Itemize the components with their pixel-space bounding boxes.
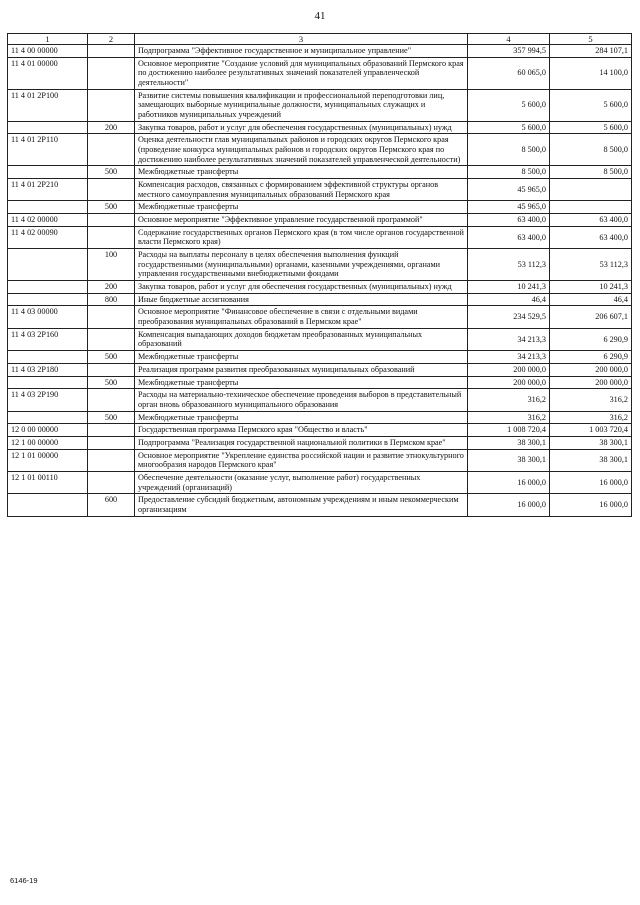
row-amount-year2-cell: 200 000,0 [550, 363, 632, 376]
table-row [8, 351, 632, 364]
row-name-cell: Основное мероприятие "Эффективное управление государственной программой" [135, 214, 468, 227]
row-amount-year1-cell: 53 112,3 [468, 249, 550, 281]
row-name-cell: Межбюджетные трансферты [135, 166, 468, 179]
table-row [8, 411, 632, 424]
row-amount-year2-cell: 14 100,0 [550, 57, 632, 89]
table-row [8, 89, 632, 121]
row-amount-year2-cell: 8 500,0 [550, 134, 632, 166]
row-amount-year2-cell: 5 600,0 [550, 89, 632, 121]
table-row [8, 449, 632, 471]
row-name-cell: Основное мероприятие "Укрепление единства российской нации и развитие этнокультурного многообразия народов Пермского края" [135, 449, 468, 471]
row-amount-year2-cell: 38 300,1 [550, 436, 632, 449]
table-row [8, 306, 632, 328]
row-amount-year1-cell: 38 300,1 [468, 436, 550, 449]
row-amount-year1-cell: 34 213,3 [468, 351, 550, 364]
row-code-cell: 12 1 00 00000 [8, 436, 88, 449]
row-code-cell: 11 4 01 2Р100 [8, 89, 88, 121]
row-expense-type-cell [88, 57, 135, 89]
table-header-row [8, 34, 632, 45]
row-amount-year1-cell: 45 965,0 [468, 179, 550, 201]
row-amount-year2-cell: 10 241,3 [550, 281, 632, 294]
row-expense-type-cell [88, 389, 135, 411]
row-expense-type-cell: 200 [88, 281, 135, 294]
row-amount-year2-cell: 46,4 [550, 293, 632, 306]
row-amount-year2-cell: 63 400,0 [550, 226, 632, 248]
row-name-cell: Государственная программа Пермского края "Общество и власть" [135, 424, 468, 437]
table-row [8, 214, 632, 227]
row-amount-year1-cell: 16 000,0 [468, 471, 550, 493]
row-amount-year1-cell: 16 000,0 [468, 494, 550, 516]
row-name-cell: Закупка товаров, работ и услуг для обеспечения государственных (муниципальных) нужд [135, 121, 468, 134]
table-row [8, 293, 632, 306]
row-amount-year2-cell: 200 000,0 [550, 376, 632, 389]
table-row [8, 57, 632, 89]
row-name-cell: Оценка деятельности глав муниципальных районов и городских округов Пермского края (проведение конкурса муниципальных районов и городских округов Пермского края по достижению наиболее результативных значений показателей управленческой деятельности) [135, 134, 468, 166]
table-row [8, 121, 632, 134]
row-code-cell [8, 281, 88, 294]
row-amount-year2-cell: 284 107,1 [550, 45, 632, 58]
row-amount-year2-cell: 53 112,3 [550, 249, 632, 281]
row-name-cell: Обеспечение деятельности (оказание услуг, выполнение работ) государственных учреждений (организаций) [135, 471, 468, 493]
column-header: 5 [550, 34, 632, 45]
row-code-cell: 11 4 03 2Р180 [8, 363, 88, 376]
row-code-cell: 11 4 03 2Р160 [8, 328, 88, 350]
row-expense-type-cell [88, 306, 135, 328]
row-name-cell: Иные бюджетные ассигнования [135, 293, 468, 306]
row-name-cell: Компенсация выпадающих доходов бюджетам преобразованных муниципальных образований [135, 328, 468, 350]
row-amount-year2-cell: 316,2 [550, 411, 632, 424]
row-code-cell: 11 4 02 00000 [8, 214, 88, 227]
row-expense-type-cell [88, 328, 135, 350]
row-code-cell [8, 166, 88, 179]
table-row [8, 179, 632, 201]
row-name-cell: Развитие системы повышения квалификации и профессиональной переподготовки лиц, замещающих выборные муниципальные должности, муниципальных служащих и работников муниципальных учреждений [135, 89, 468, 121]
table-row [8, 424, 632, 437]
table-row [8, 226, 632, 248]
row-amount-year1-cell: 34 213,3 [468, 328, 550, 350]
row-code-cell: 11 4 02 00090 [8, 226, 88, 248]
row-name-cell: Основное мероприятие "Создание условий для муниципальных образований Пермского края по достижению наиболее результативных значений показателей управленческой деятельности" [135, 57, 468, 89]
row-code-cell [8, 411, 88, 424]
row-amount-year2-cell: 38 300,1 [550, 449, 632, 471]
row-amount-year1-cell: 46,4 [468, 293, 550, 306]
row-name-cell: Межбюджетные трансферты [135, 376, 468, 389]
row-expense-type-cell: 200 [88, 121, 135, 134]
footer-code: 6146-19 [10, 876, 38, 885]
table-row [8, 249, 632, 281]
budget-table [7, 33, 632, 517]
table-row [8, 166, 632, 179]
row-code-cell [8, 293, 88, 306]
row-expense-type-cell: 500 [88, 166, 135, 179]
row-code-cell [8, 376, 88, 389]
row-amount-year2-cell: 16 000,0 [550, 494, 632, 516]
row-amount-year2-cell: 6 290,9 [550, 328, 632, 350]
row-amount-year1-cell: 8 500,0 [468, 134, 550, 166]
table-row [8, 328, 632, 350]
row-expense-type-cell [88, 134, 135, 166]
row-amount-year2-cell: 16 000,0 [550, 471, 632, 493]
row-expense-type-cell: 800 [88, 293, 135, 306]
row-name-cell: Расходы на выплаты персоналу в целях обеспечения выполнения функций государственными (муниципальными) органами, казенными учреждениями, органами управления государственными внебюджетными фондами [135, 249, 468, 281]
row-name-cell: Подпрограмма "Эффективное государственное и муниципальное управление" [135, 45, 468, 58]
row-expense-type-cell [88, 449, 135, 471]
row-amount-year1-cell: 234 529,5 [468, 306, 550, 328]
row-amount-year2-cell: 63 400,0 [550, 214, 632, 227]
row-amount-year1-cell: 5 600,0 [468, 121, 550, 134]
table-row [8, 436, 632, 449]
row-expense-type-cell [88, 436, 135, 449]
row-amount-year1-cell: 8 500,0 [468, 166, 550, 179]
row-amount-year1-cell: 316,2 [468, 411, 550, 424]
row-expense-type-cell: 500 [88, 411, 135, 424]
row-name-cell: Предоставление субсидий бюджетным, автономным учреждениям и иным некоммерческим организациям [135, 494, 468, 516]
row-amount-year1-cell: 38 300,1 [468, 449, 550, 471]
row-code-cell: 12 0 00 00000 [8, 424, 88, 437]
table-row [8, 376, 632, 389]
row-code-cell: 11 4 03 2Р190 [8, 389, 88, 411]
table-row [8, 471, 632, 493]
row-amount-year2-cell: 8 500,0 [550, 166, 632, 179]
row-amount-year1-cell: 200 000,0 [468, 363, 550, 376]
row-expense-type-cell [88, 179, 135, 201]
row-amount-year1-cell: 45 965,0 [468, 201, 550, 214]
row-amount-year2-cell: 6 290,9 [550, 351, 632, 364]
row-name-cell: Межбюджетные трансферты [135, 411, 468, 424]
row-amount-year1-cell: 10 241,3 [468, 281, 550, 294]
row-expense-type-cell: 600 [88, 494, 135, 516]
row-expense-type-cell [88, 471, 135, 493]
row-name-cell: Компенсация расходов, связанных с формированием эффективной структуры органов местного самоуправления муниципальных образований Пермского края [135, 179, 468, 201]
column-header: 3 [135, 34, 468, 45]
row-code-cell [8, 249, 88, 281]
row-amount-year2-cell: 316,2 [550, 389, 632, 411]
row-expense-type-cell [88, 424, 135, 437]
row-code-cell: 11 4 01 00000 [8, 57, 88, 89]
row-code-cell: 11 4 03 00000 [8, 306, 88, 328]
row-name-cell: Подпрограмма "Реализация государственной национальной политики в Пермском крае" [135, 436, 468, 449]
row-amount-year1-cell: 357 994,5 [468, 45, 550, 58]
row-name-cell: Межбюджетные трансферты [135, 351, 468, 364]
row-amount-year2-cell [550, 179, 632, 201]
row-code-cell [8, 351, 88, 364]
row-amount-year1-cell: 200 000,0 [468, 376, 550, 389]
row-expense-type-cell: 500 [88, 351, 135, 364]
row-amount-year2-cell: 206 607,1 [550, 306, 632, 328]
row-code-cell: 12 1 01 00110 [8, 471, 88, 493]
row-expense-type-cell: 500 [88, 376, 135, 389]
row-expense-type-cell [88, 214, 135, 227]
row-amount-year2-cell: 1 003 720,4 [550, 424, 632, 437]
row-code-cell: 12 1 01 00000 [8, 449, 88, 471]
row-amount-year1-cell: 5 600,0 [468, 89, 550, 121]
row-code-cell: 11 4 01 2Р110 [8, 134, 88, 166]
table-row [8, 201, 632, 214]
row-expense-type-cell [88, 45, 135, 58]
table-row [8, 134, 632, 166]
row-code-cell: 11 4 01 2Р210 [8, 179, 88, 201]
table-row [8, 494, 632, 516]
row-name-cell: Межбюджетные трансферты [135, 201, 468, 214]
row-expense-type-cell: 500 [88, 201, 135, 214]
row-amount-year2-cell: 5 600,0 [550, 121, 632, 134]
row-code-cell: 11 4 00 00000 [8, 45, 88, 58]
table-row [8, 45, 632, 58]
row-code-cell [8, 201, 88, 214]
row-amount-year1-cell: 60 065,0 [468, 57, 550, 89]
page-number: 41 [314, 10, 326, 22]
row-code-cell [8, 494, 88, 516]
row-name-cell: Основное мероприятие "Финансовое обеспечение в связи с отдельными видами преобразования муниципальных образований в Пермском крае" [135, 306, 468, 328]
row-amount-year1-cell: 316,2 [468, 389, 550, 411]
column-header: 2 [88, 34, 135, 45]
row-amount-year2-cell [550, 201, 632, 214]
column-header: 4 [468, 34, 550, 45]
row-amount-year1-cell: 63 400,0 [468, 226, 550, 248]
table-row [8, 281, 632, 294]
table-row [8, 389, 632, 411]
table-row [8, 363, 632, 376]
row-expense-type-cell: 100 [88, 249, 135, 281]
row-name-cell: Содержание государственных органов Пермского края (в том числе органов государственной власти Пермского края) [135, 226, 468, 248]
row-name-cell: Реализация программ развития преобразованных муниципальных образований [135, 363, 468, 376]
row-name-cell: Закупка товаров, работ и услуг для обеспечения государственных (муниципальных) нужд [135, 281, 468, 294]
row-expense-type-cell [88, 363, 135, 376]
row-code-cell [8, 121, 88, 134]
row-amount-year1-cell: 1 008 720,4 [468, 424, 550, 437]
column-header: 1 [8, 34, 88, 45]
row-expense-type-cell [88, 89, 135, 121]
row-expense-type-cell [88, 226, 135, 248]
row-name-cell: Расходы на материально-техническое обеспечение проведения выборов в представительный орган вновь образованного муниципального образования [135, 389, 468, 411]
row-amount-year1-cell: 63 400,0 [468, 214, 550, 227]
